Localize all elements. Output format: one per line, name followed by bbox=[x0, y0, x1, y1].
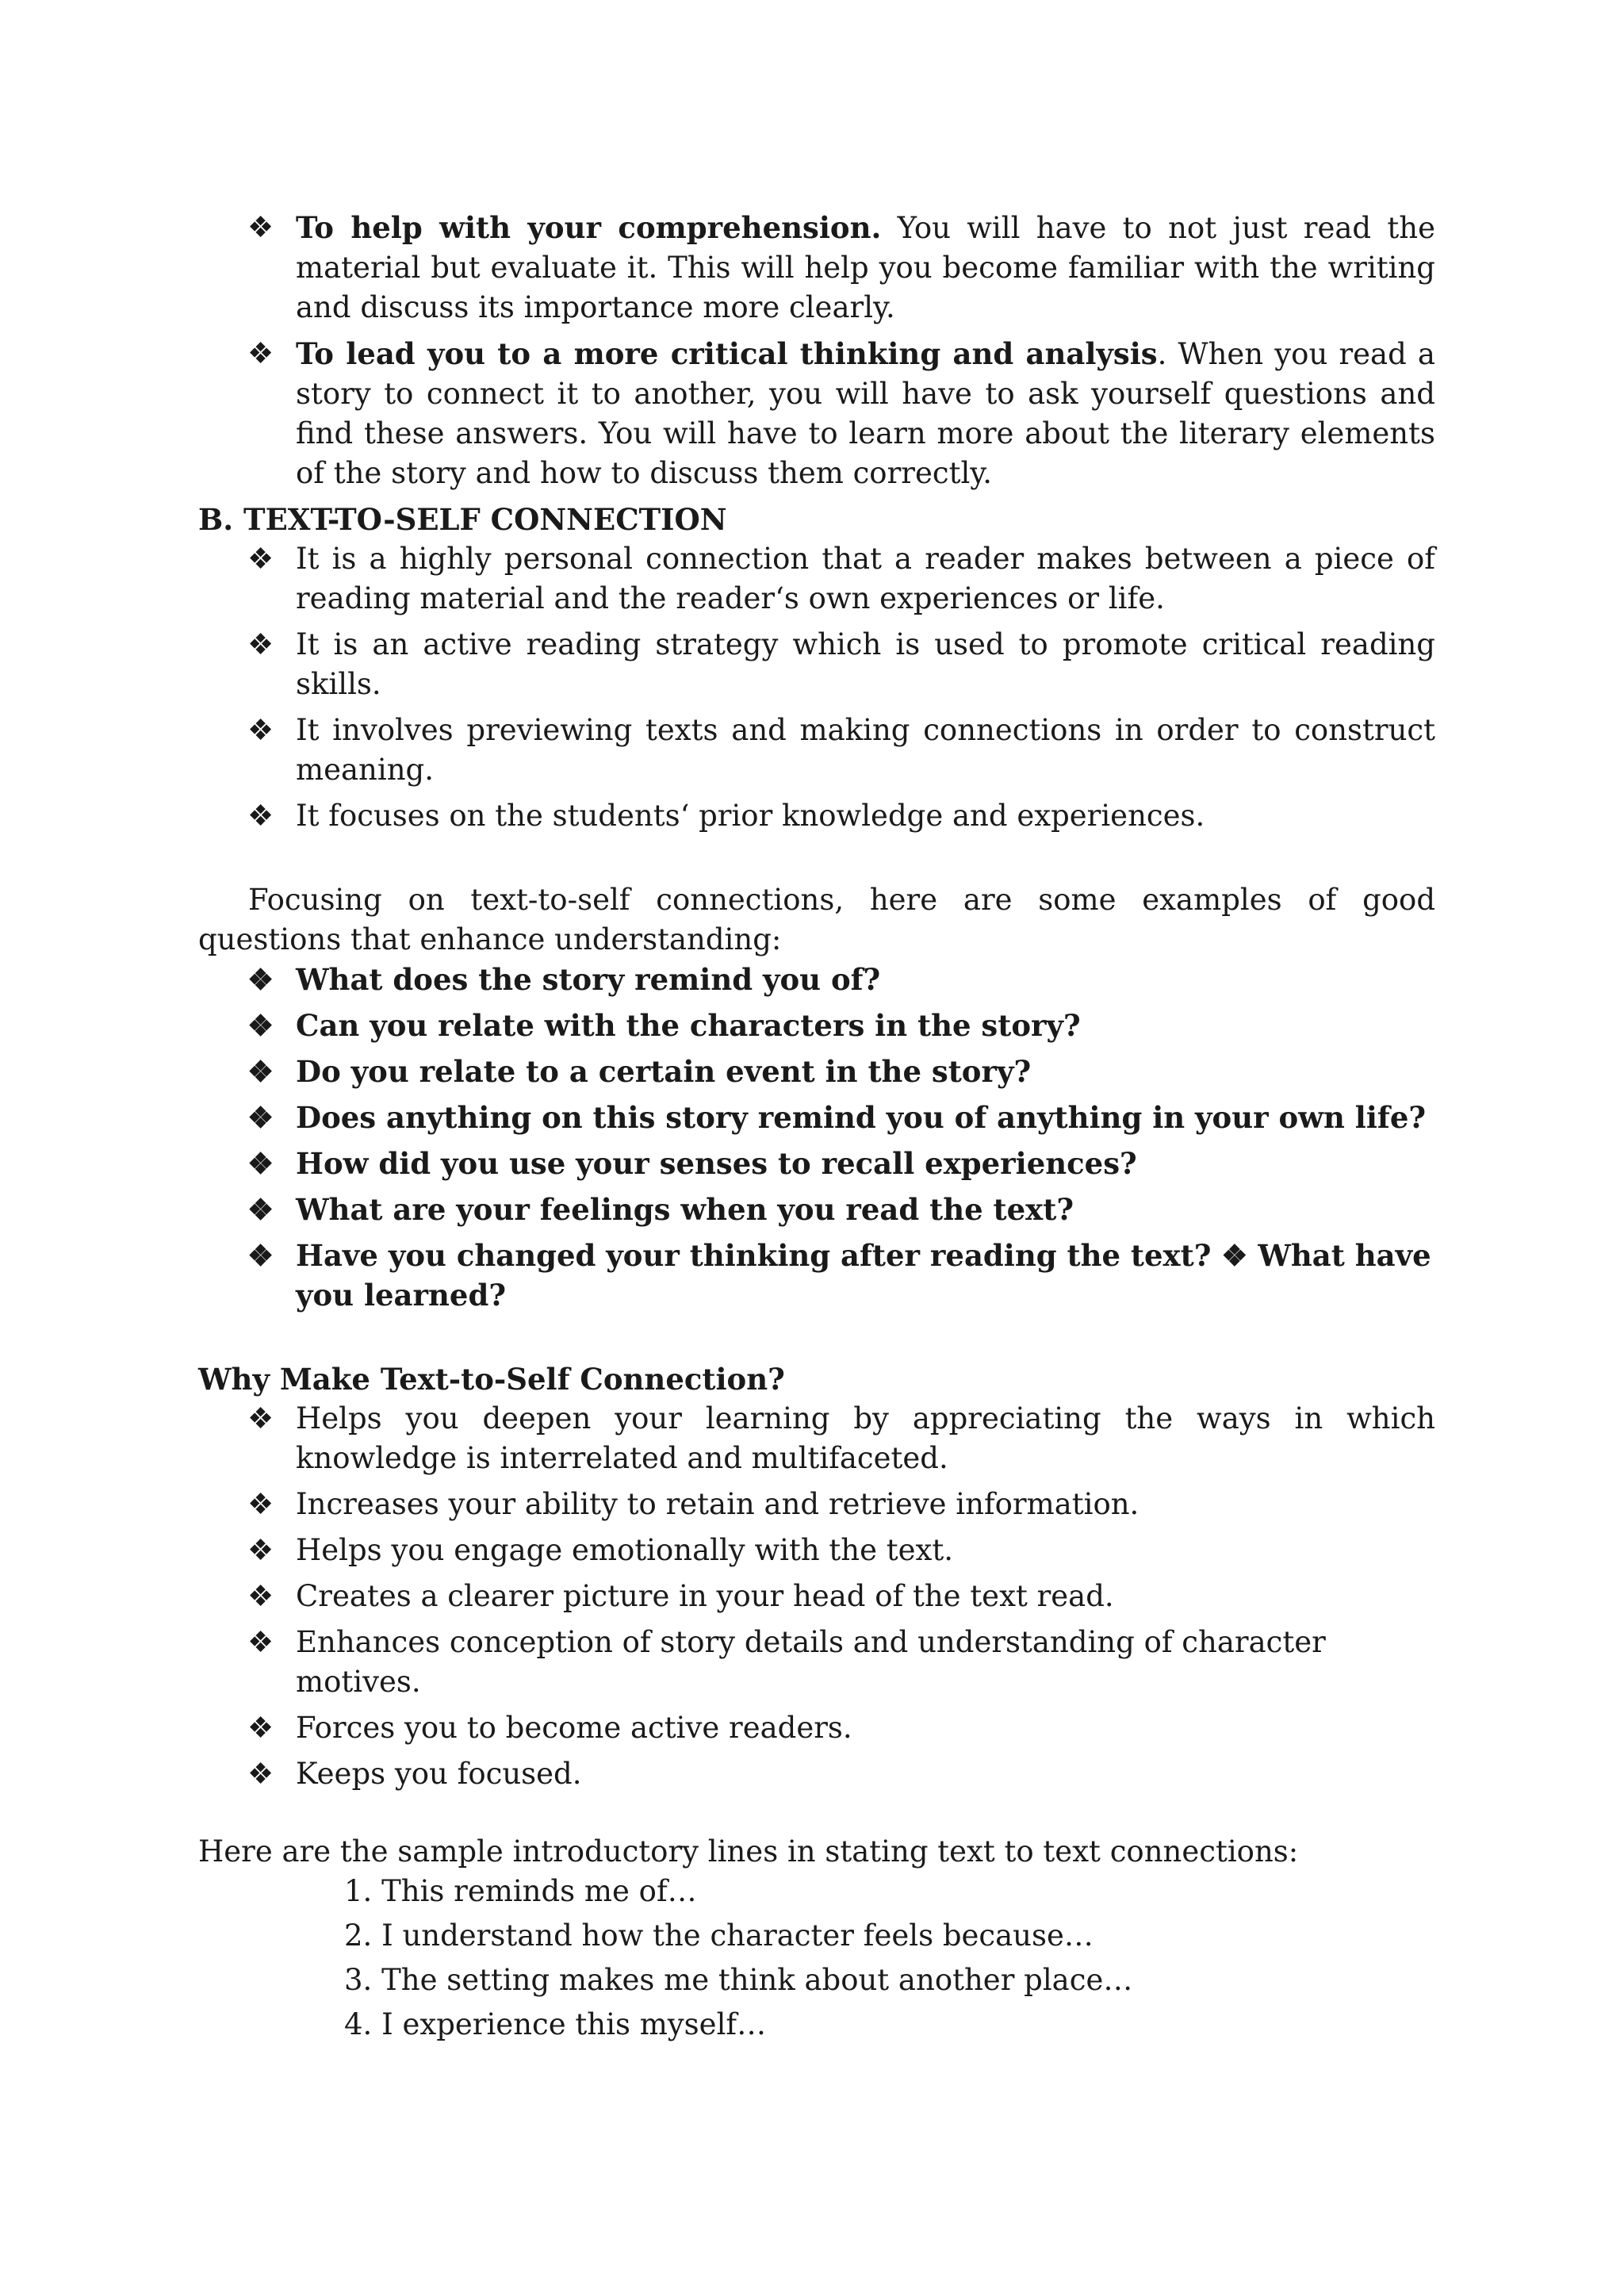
purpose-title: To lead you to a more critical thinking and analysis bbox=[296, 336, 1158, 371]
list-item-text: Increases your ability to retain and retrieve information. bbox=[296, 1487, 1139, 1521]
diamond-bullet-icon: ❖ bbox=[247, 1008, 274, 1043]
spacer bbox=[198, 1800, 1435, 1832]
spacer bbox=[198, 1321, 1435, 1359]
diamond-bullet-icon: ❖ bbox=[247, 627, 274, 661]
list-item: 4. I experience this myself… bbox=[344, 2007, 767, 2041]
diamond-bullet-icon: ❖ bbox=[247, 1625, 274, 1659]
question-text: Have you changed your thinking after reading the text? ❖ What have you learned? bbox=[296, 1238, 1431, 1313]
diamond-bullet-icon: ❖ bbox=[247, 542, 274, 576]
purpose-list bbox=[198, 208, 1435, 493]
purpose-text: You will have to not just read the material but evaluate it. This will help you become familiar with the writing and discuss its importance more clearly. bbox=[296, 211, 1435, 324]
list-item-text: It focuses on the students‘ prior knowledge and experiences. bbox=[296, 799, 1205, 833]
diamond-bullet-icon: ❖ bbox=[247, 1579, 274, 1613]
diamond-bullet-icon: ❖ bbox=[247, 1711, 274, 1745]
list-item bbox=[198, 1006, 1435, 1045]
list-item bbox=[198, 1708, 1435, 1748]
questions-intro: Focusing on text-to-self connections, here are some examples of good questions that enhance understanding: bbox=[198, 883, 1435, 956]
list-item bbox=[198, 1577, 1435, 1616]
question-text: Does anything on this story remind you of anything in your own life? bbox=[296, 1100, 1427, 1135]
list-item bbox=[198, 1144, 1435, 1183]
why-heading: Why Make Text-to-Self Connection? bbox=[198, 1362, 785, 1397]
list-item bbox=[198, 796, 1435, 836]
list-item bbox=[198, 1623, 1435, 1702]
sample-lines-list bbox=[198, 1872, 1435, 2045]
sample-lines-intro: Here are the sample introductory lines in stating text to text connections: bbox=[198, 1834, 1299, 1869]
diamond-bullet-icon: ❖ bbox=[247, 1192, 274, 1227]
list-item: 2. I understand how the character feels because… bbox=[344, 1918, 1094, 1953]
list-item bbox=[198, 625, 1435, 704]
diamond-bullet-icon: ❖ bbox=[247, 1487, 274, 1521]
diamond-bullet-icon: ❖ bbox=[247, 1146, 274, 1181]
diamond-bullet-icon: ❖ bbox=[247, 1757, 274, 1791]
question-text: What does the story remind you of? bbox=[296, 962, 881, 997]
list-item bbox=[198, 1098, 1435, 1137]
question-text: Can you relate with the characters in the story? bbox=[296, 1008, 1081, 1043]
purpose-title: To help with your comprehension. bbox=[296, 210, 882, 245]
questions-list bbox=[198, 960, 1435, 1315]
list-item-text: Helps you engage emotionally with the text. bbox=[296, 1533, 954, 1567]
diamond-bullet-icon: ❖ bbox=[247, 1533, 274, 1567]
diamond-bullet-icon: ❖ bbox=[247, 962, 274, 997]
list-item-text: It is an active reading strategy which is used to promote critical reading skills. bbox=[296, 627, 1435, 701]
list-item bbox=[198, 711, 1435, 790]
diamond-bullet-icon: ❖ bbox=[247, 1054, 274, 1089]
question-text: Do you relate to a certain event in the story? bbox=[296, 1054, 1032, 1089]
why-list bbox=[198, 1399, 1435, 1794]
diamond-bullet-icon: ❖ bbox=[247, 1401, 274, 1435]
page-content bbox=[198, 208, 1435, 2049]
list-item bbox=[198, 1052, 1435, 1091]
question-text: How did you use your senses to recall experiences? bbox=[296, 1146, 1137, 1181]
diamond-bullet-icon: ❖ bbox=[247, 210, 274, 244]
question-text: What are your feelings when you read the text? bbox=[296, 1192, 1074, 1227]
list-item bbox=[198, 960, 1435, 999]
list-item bbox=[198, 208, 1435, 328]
purpose-text: . When you read a story to connect it to another, you will have to ask yourself questions and find these answers. You will have to learn more about the literary elements of the story and how to discuss them correctly. bbox=[296, 337, 1435, 490]
list-item bbox=[198, 1190, 1435, 1229]
list-item bbox=[198, 539, 1435, 619]
list-item: 3. The setting makes me think about another place… bbox=[344, 1963, 1133, 1997]
list-item bbox=[198, 1754, 1435, 1794]
diamond-bullet-icon: ❖ bbox=[247, 1238, 274, 1273]
diamond-bullet-icon: ❖ bbox=[247, 713, 274, 747]
list-item: 1. This reminds me of… bbox=[344, 1874, 697, 1908]
diamond-bullet-icon: ❖ bbox=[247, 799, 274, 833]
list-item-text: Forces you to become active readers. bbox=[296, 1711, 852, 1745]
list-item bbox=[198, 1399, 1435, 1478]
list-item-text: Enhances conception of story details and understanding of character motives. bbox=[296, 1625, 1326, 1699]
section-b-heading: B. TEXT-TO-SELF CONNECTION bbox=[198, 502, 727, 537]
list-item-text: It involves previewing texts and making connections in order to construct meaning. bbox=[296, 713, 1435, 787]
list-item-text: Creates a clearer picture in your head of the text read. bbox=[296, 1579, 1114, 1613]
list-item-text: It is a highly personal connection that a reader makes between a piece of reading material and the reader‘s own experiences or life. bbox=[296, 542, 1435, 615]
diamond-bullet-icon: ❖ bbox=[247, 1100, 274, 1135]
list-item bbox=[198, 334, 1435, 493]
section-b-list bbox=[198, 539, 1435, 836]
diamond-bullet-icon: ❖ bbox=[247, 336, 274, 370]
list-item bbox=[198, 1236, 1435, 1315]
list-item-text: Keeps you focused. bbox=[296, 1757, 582, 1791]
list-item bbox=[198, 1485, 1435, 1524]
list-item-text: Helps you deepen your learning by appreciating the ways in which knowledge is interrelated and multifaceted. bbox=[296, 1401, 1435, 1475]
spacer bbox=[198, 842, 1435, 880]
list-item bbox=[198, 1531, 1435, 1570]
